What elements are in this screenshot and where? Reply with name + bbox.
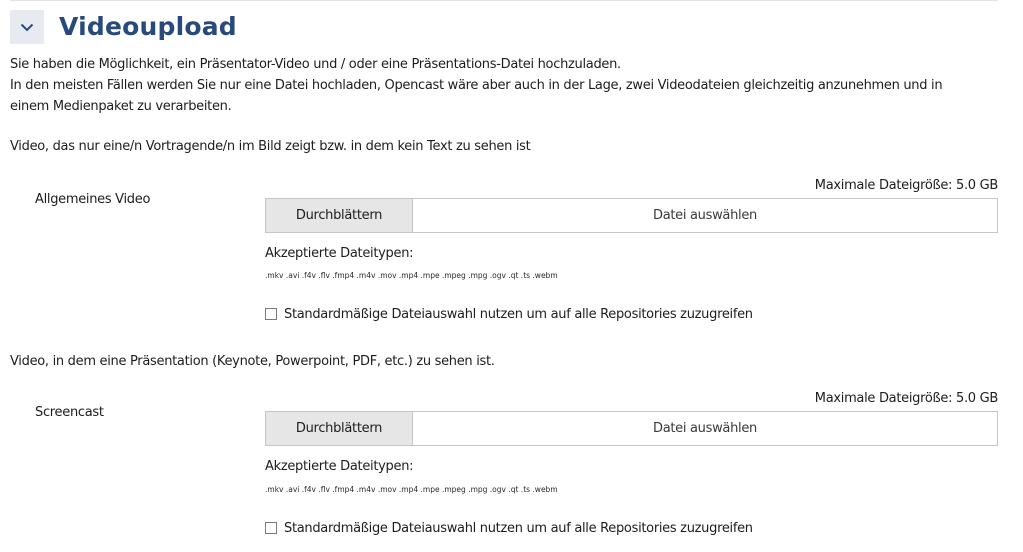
intro-text [10, 54, 1010, 117]
top-divider [10, 0, 998, 1]
presenter-repo-option-label: Standardmäßige Dateiauswahl nutzen um auf alle Repositories zuzugreifen [284, 306, 753, 322]
screencast-max-size: Maximale Dateigröße: 5.0 GB [814, 391, 998, 406]
presenter-file-placeholder[interactable]: Datei auswählen [653, 208, 757, 223]
presenter-repo-checkbox[interactable] [265, 308, 277, 320]
presenter-accepted-types-title: Akzeptierte Dateitypen: [265, 246, 414, 261]
presenter-video-description: Video, das nur eine/n Vortragende/n im Bild zeigt bzw. in dem kein Text zu sehen ist [10, 139, 531, 154]
section-header [10, 10, 237, 44]
screencast-accepted-types-title: Akzeptierte Dateitypen: [265, 459, 414, 474]
screencast-description: Video, in dem eine Präsentation (Keynote, Powerpoint, PDF, etc.) zu sehen ist. [10, 354, 495, 369]
screencast-accepted-types: .mkv .avi .f4v .flv .fmp4 .m4v .mov .mp4 .mpe .mpeg .mpg .ogv .qt .ts .webm [265, 485, 558, 494]
presenter-video-label: Allgemeines Video [35, 192, 151, 207]
screencast-repo-option[interactable] [265, 519, 753, 537]
chevron-down-icon [20, 23, 34, 32]
screencast-file-placeholder[interactable]: Datei auswählen [653, 421, 757, 436]
intro-line-1: Sie haben die Möglichkeit, ein Präsentator-Video und / oder eine Präsentations-Datei hochzuladen. [10, 57, 621, 72]
presenter-browse-button[interactable]: Durchblättern [266, 199, 413, 232]
section-title: Videoupload [59, 12, 237, 41]
screencast-repo-option-label: Standardmäßige Dateiauswahl nutzen um auf alle Repositories zuzugreifen [284, 520, 753, 536]
intro-line-2: In den meisten Fällen werden Sie nur eine Datei hochladen, Opencast wäre aber auch in der Lage, zwei Videodateien gleichzeitig anzunehmen und in einem Medienpaket zu verarbeiten. [10, 78, 943, 114]
screencast-browse-button[interactable]: Durchblättern [266, 412, 413, 445]
screencast-label: Screencast [35, 405, 104, 420]
screencast-repo-checkbox[interactable] [265, 522, 277, 534]
presenter-max-size: Maximale Dateigröße: 5.0 GB [814, 178, 998, 193]
presenter-repo-option[interactable] [265, 305, 753, 323]
presenter-file-picker[interactable] [265, 198, 998, 233]
screencast-file-picker[interactable] [265, 411, 998, 446]
collapse-toggle-button[interactable] [10, 10, 44, 44]
presenter-accepted-types: .mkv .avi .f4v .flv .fmp4 .m4v .mov .mp4 .mpe .mpeg .mpg .ogv .qt .ts .webm [265, 271, 558, 280]
